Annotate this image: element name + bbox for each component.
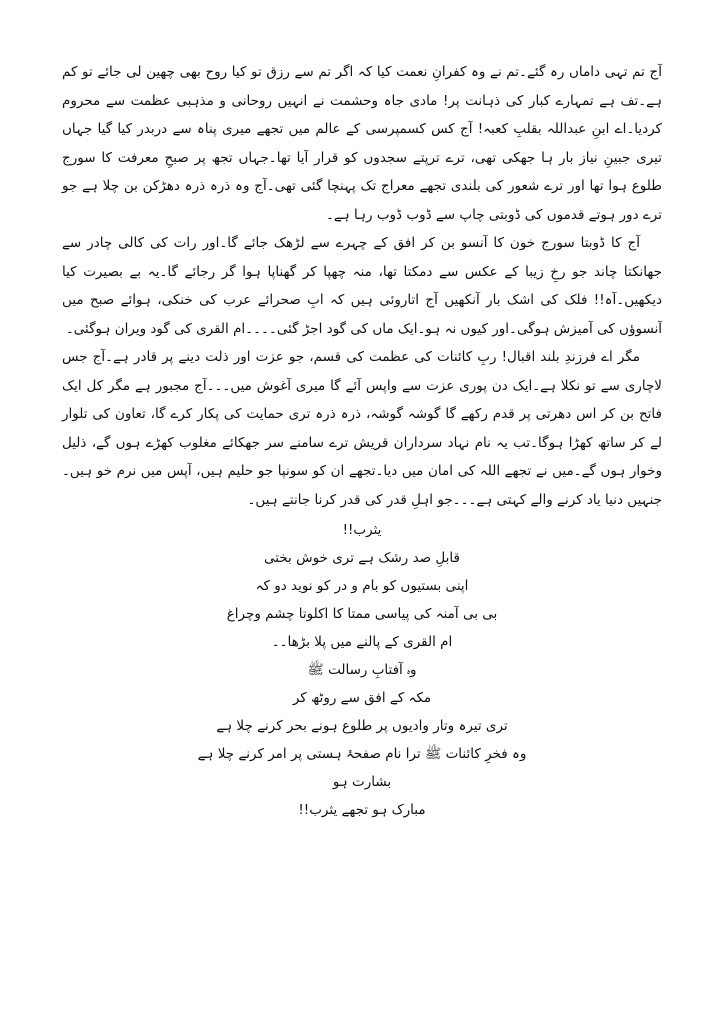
verse-line: مکہ کے افق سے روٹھ کر (292, 690, 432, 706)
paragraph-1: آج تم تہی داماں رہ گئے۔تم نے وہ کفرانِ نعمت کیا کہ اگر تم سے رزق تو کیا روح بھی چھین لی جائے تو کم ہے۔تف ہے تمہارے کبار کی ذہانت پر! مادی جاہ وحشمت نے انہیں روحانی و مذہبی عظمت سے محروم کردیا۔اے ابنِ عبداللہ بقلبِ کعبہ! آج کس کسمپرسی کے عالم میں تجھے میری پناہ سے دربدر کیا گیا جہاں تیری جبینِ نیاز بار ہا جھکی تھی، ترے ترپتے سجدوں کو قرار آیا تھا۔جہاں تجھ پر صبحِ معرفت کا سورج طلوع ہوا تھا اور ترے شعور کی بلندی تجھے معراج تک پہنچا گئی تھی۔آج وہ ذرہ ذرہ دھڑکن بن چلا ہے جو ترے دور ہوتے قدموں کی ڈوبتی چاپ سے ڈوب ڈوب رہا ہے۔ (62, 64, 662, 223)
verse-line: ام القری کے پالنے میں پلا بڑھا۔۔ (271, 634, 453, 650)
verse-line: بی بی آمنہ کی پیاسی ممتا کا اکلوتا چشم وچراغ (226, 606, 498, 622)
paragraph-3: مگر اے فرزندِ بلند اقبال! ربِ کائنات کی عظمت کی قسم، جو عزت اور ذلت دینے پر قادر ہے۔آج جس لاچاری سے تو نکلا ہے۔ایک دن پوری عزت سے واپس آئے گا میری آغوش میں۔۔۔آج مجبور ہے مگر کل ایک فاتح بن کر اس دھرتی پر قدم رکھے گا گوشہ گوشہ، ذرہ ذرہ تری حمایت کی پکار کرے گا، تعاون کی تلوار لے کر ساتھ کھڑا ہوگا۔تب یہ نام نہاد سرداران قریش ترے سامنے سر جھکائے مغلوب کھڑے ہوں گے، ذلیل وخوار ہوں گے۔میں نے تجھے اللہ کی امان میں دیا۔تجھے ان کو سونپا جو حلیم ہیں، آپس میں نرم خو ہیں۔جنہیں دنیا یاد کرنے والے کہتی ہے۔۔۔جو اہلِ قدر کی قدر کرنا جانتے ہیں۔ (62, 349, 662, 508)
verse-line: تری تیرہ وتار وادیوں پر طلوع ہونے بحر کرنے چلا ہے (216, 718, 508, 734)
verse-line: مبارک ہو تجھے یثرب!! (298, 802, 426, 818)
verse-line: قابلِ صد رشک ہے تری خوش بختی (264, 550, 460, 566)
poem (62, 516, 662, 824)
verse-line: اپنی بستیوں کو بام و در کو نوید دو کہ (255, 578, 469, 594)
verse-line: وہ آفتابِ رسالت ﷺ (307, 662, 417, 678)
verse-line: وہ فخرِ کائنات ﷺ ترا نام صفحۂ ہستی پر امر کرنے چلا ہے (197, 746, 527, 762)
verse-line: یثرب!! (342, 522, 382, 538)
paragraph-2: آج کا ڈوبتا سورج خون کا آنسو بن کر افق کے چہرے سے لڑھک جائے گا۔اور رات کی کالی چادر سے جھانکتا چاند جو رخِ زیبا کے عکس سے دمکتا تھا، منہ چھپا کر گھناپا ہوا گر رجائے گا۔یہ بے بصیرت کیا دیکھیں۔آہ!! فلک کی اشک بار آنکھیں آج اتاروئی ہیں کہ ابِ صحرائے عرب کی خنکی، ہوائے صبح میں آنسوؤں کی آمیزش ہوگی۔اور کیوں نہ ہو۔ایک ماں کی گود اجڑ گئی۔۔۔۔ام القری کی گود ویران ہوگئی۔ (62, 235, 662, 337)
verse-line: بشارت ہو (332, 774, 392, 790)
